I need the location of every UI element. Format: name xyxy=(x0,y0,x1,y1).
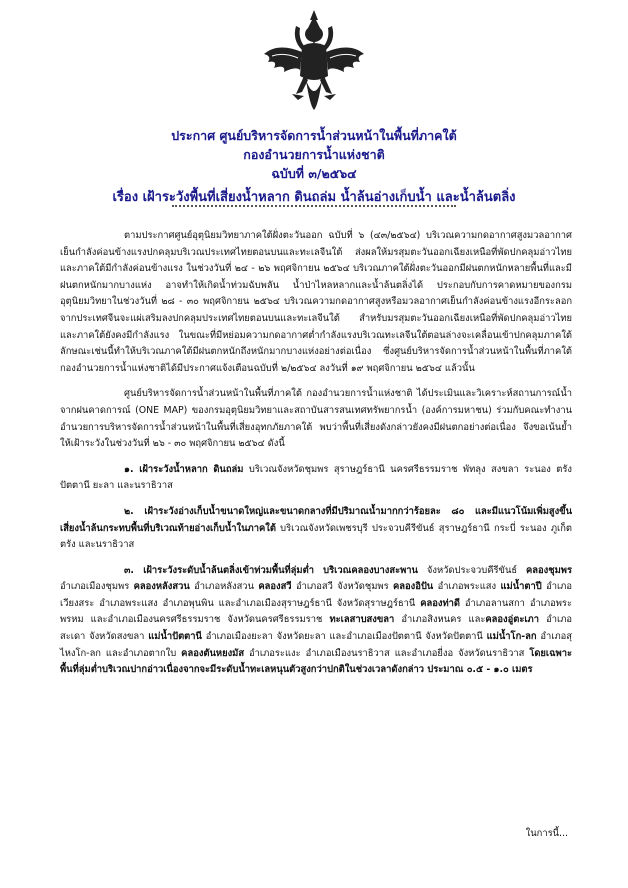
subject-line: เรื่อง เฝ้าระวังพื้นที่เสี่ยงน้ำหลาก ดินถล่ม น้ำล้นอ่างเก็บน้ำ และน้ำล้นตลิ่ง xyxy=(112,190,516,205)
item-3-text: อำเภอสวี จังหวัดชุมพร xyxy=(291,581,393,593)
item-3-text: จังหวัดประจวบคีรีขันธ์ xyxy=(417,564,527,576)
item-3-text: อำเภอพระแสง xyxy=(433,581,501,593)
item-3-text: อำเภอสะเดา จังหวัดสงขลา xyxy=(60,614,573,643)
waterway-name: แม่น้ำตาปี xyxy=(500,581,542,593)
item-1-lead: ๑. เฝ้าระวังน้ำหลาก ดินถล่ม xyxy=(124,463,244,475)
garuda-emblem-icon xyxy=(258,6,370,118)
item-3-text: อำเภอเมืองชุมพร xyxy=(60,581,134,593)
dotted-divider xyxy=(172,205,456,207)
list-item-riverbank-overflow xyxy=(60,563,572,679)
paragraph-assessment: ศูนย์บริหารจัดการน้ำส่วนหน้าในพื้นที่ภาคใต้ กองอำนวยการน้ำแห่งชาติ ได้ประเมินและวิเคราะห์สถานการณ์น้ำจากฝนคาดการณ์ (ONE MAP) ของกรมอุตุนิยมวิทยาและสถาบันสารสนเทศทรัพยากรน้ำ (องค์การมหาชน) ร่วมกับคณะทำงานอำนวยการบริหารจัดการน้ำส่วนหน้าในพื้นที่เสี่ยงอุทกภัยภาคใต้ พบว่าพื้นที่เสี่ยงดังกล่าวยังคงมีฝนตกอย่างต่อเนื่อง จึงขอเน้นย้ำให้เฝ้าระวังในช่วงวันที่ ๒๖ - ๓๐ พฤศจิกายน ๒๕๖๔ ดังนี้ xyxy=(60,388,572,450)
paragraph-background: ตามประกาศศูนย์อุตุนิยมวิทยาภาคใต้ฝั่งตะวันออก ฉบับที่ ๖ (๔๓/๒๕๖๔) บริเวณความกดอากาศสูงมวลอากาศเย็นกำลังค่อนข้างแรงปกคลุมบริเวณประเทศไทยตอนบนและทะเลจีนใต้ ส่งผลให้มรสุมตะวันออกเฉียงเหนือที่พัดปกคลุมอ่าวไทยและภาคใต้มีกำลังค่อนข้างแรง ในช่วงวันที่ ๒๔ - ๒๖ พฤศจิกายน ๒๕๖๔ บริเวณภาคใต้ฝั่งตะวันออกมีฝนตกหนักหลายพื้นที่และมีฝนตกหนักมากบางแห่ง อาจทำให้เกิดน้ำท่วมฉับพลัน น้ำป่าไหลหลากและน้ำล้นตลิ่งได้ ประกอบกับการคาดหมายของกรมอุตุนิยมวิทยาในช่วงวันที่ ๒๘ - ๓๐ พฤศจิกายน ๒๕๖๔ บริเวณความกดอากาศสูงหรือมวลอากาศเย็นกำลังค่อนข้างแรงอีกระลอกจากประเทศจีนจะแผ่เสริมลงปกคลุมประเทศไทยตอนบนและทะเลจีนใต้ สำหรับมรสุมตะวันออกเฉียงเหนือที่พัดปกคลุมอ่าวไทยและภาคใต้ยังคงมีกำลังแรง ในขณะที่มีหย่อมความกดอากาศต่ำกำลังแรงบริเวณทะเลจีนใต้ตอนล่างจะเคลื่อนเข้าปกคลุมภาคใต้ ลักษณะเช่นนี้ทำให้บริเวณภาคใต้มีฝนตกหนักถึงหนักมากบางแห่งอย่างต่อเนื่อง ซึ่งศูนย์บริหารจัดการน้ำส่วนหน้าในพื้นที่ภาคใต้ กองอำนวยการน้ำแห่งชาติได้มีประกาศแจ้งเตือนฉบับที่ ๒/๒๕๖๔ ลงวันที่ ๑๙ พฤศจิกายน ๒๕๖๔ แล้วนั้น xyxy=(60,230,572,374)
waterway-name: แม่น้ำโก-ลก xyxy=(486,631,537,643)
item-3-text: อำเภอเวียงสระ อำเภอพระแสง อำเภอพุนพิน และอำเภอเมืองสุราษฎร์ธานี จังหวัดสุราษฎร์ธานี xyxy=(60,581,572,609)
waterway-name: คลองชุมพร xyxy=(526,564,573,576)
item-3-text: อำเภอหลังสวน xyxy=(189,581,259,593)
waterway-name: คลองอู่ตะเภา xyxy=(485,614,540,626)
waterway-name: คลองสวี xyxy=(258,581,292,593)
waterway-name: คลองตันหยงมัส xyxy=(181,647,245,659)
item-3-text: อำเภอลานสกา อำเภอพระพรหม และอำเภอเมืองนครศรีธรรมราช จังหวัดนครศรีธรรมราช xyxy=(60,597,572,626)
list-item-reservoir xyxy=(60,504,572,554)
item-3-text: อำเภอระแงะ อำเภอเมืองนราธิวาส และอำเภอยี่งอ จังหวัดนราธิวาส xyxy=(244,647,530,659)
item-3-text: อำเภอสิงหนคร และ xyxy=(394,614,486,626)
waterway-name: ทะเลสาบสงขลา xyxy=(329,614,395,626)
tide-warning: โดยเฉพาะพื้นที่ลุ่มต่ำบริเวณปากอ่าวเนื่องจากจะมีระดับน้ำทะเลหนุนตัวสูงกว่าปกติในช่วงเวลาดังกล่าว ประมาณ ๐.๕ - ๑.๐ เมตร xyxy=(60,647,572,676)
waterway-name: แม่น้ำปัตตานี xyxy=(148,631,202,643)
header-agency: กองอำนวยการน้ำแห่งชาติ xyxy=(243,147,385,162)
item-1-text: บริเวณจังหวัดชุมพร สุราษฎร์ธานี นครศรีธรรมราช พัทลุง สงขลา ระนอง ตรัง ปัตตานี ยะลา และนราธิวาส xyxy=(60,463,572,492)
item-3-text: อำเภอสุไหงโก-ลก และอำเภอตากใบ xyxy=(60,631,572,659)
item-3-text: อำเภอเมืองยะลา จังหวัดยะลา และอำเภอเมืองปัตตานี จังหวัดปัตตานี xyxy=(201,631,487,643)
header-issue-number: ฉบับที่ ๓/๒๕๖๔ xyxy=(271,166,357,181)
list-item-landslide xyxy=(60,462,572,495)
announcement-body xyxy=(60,228,572,688)
header-issuer: ประกาศ ศูนย์บริหารจัดการน้ำส่วนหน้าในพื้นที่ภาคใต้ xyxy=(171,128,457,143)
waterway-name: คลองอิปัน xyxy=(393,581,434,593)
item-2-lead: ๒. เฝ้าระวังอ่างเก็บน้ำขนาดใหญ่และขนาดกลางที่มีปริมาณน้ำมากกว่าร้อยละ ๘๐ และมีแนวโน้มเพิ่มสูงขึ้น เสี่ยงน้ำล้นกระทบพื้นที่บริเวณท้ายอ่างเก็บน้ำในภาคใต้ xyxy=(60,505,572,534)
waterway-name: คลองท่าดี xyxy=(420,597,461,609)
item-2-text: บริเวณจังหวัดเพชรบุรี ประจวบคีรีขันธ์ สุราษฎร์ธานี กระบี่ ระนอง ภูเก็ต ตรัง และนราธิวาส xyxy=(60,522,572,551)
waterway-name: คลองหลังสวน xyxy=(133,581,190,593)
item-3-lead: ๓. เฝ้าระวังระดับน้ำล้นตลิ่งเข้าท่วมพื้นที่ลุ่มต่ำ บริเวณคลองบางสะพาน xyxy=(124,564,418,576)
continuation-note: ในการนี้... xyxy=(525,828,568,839)
